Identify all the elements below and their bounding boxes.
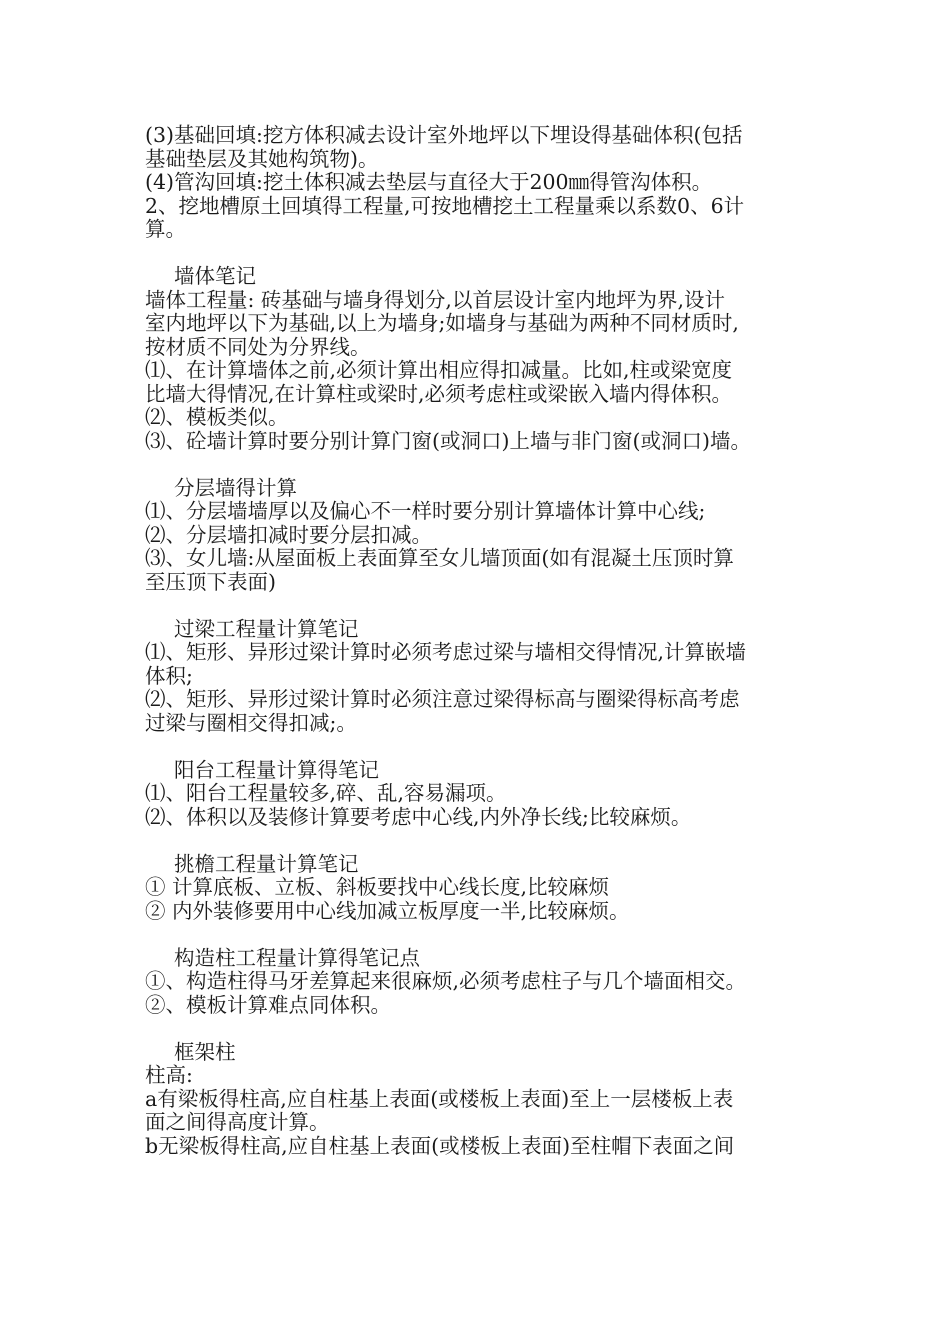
text-line: ⑴、阳台工程量较多,碎、乱,容易漏项。 xyxy=(145,781,507,805)
text-line: ⑶、女儿墙:从屋面板上表面算至女儿墙顶面(如有混凝土压顶时算 xyxy=(145,546,734,570)
blank-line xyxy=(145,923,820,947)
text-line: b无梁板得柱高,应自柱基上表面(或楼板上表面)至柱帽下表面之间 xyxy=(145,1133,735,1158)
blank-line xyxy=(145,735,820,759)
text-line: ① 计算底板、立板、斜板要找中心线长度,比较麻烦 xyxy=(145,875,610,899)
section-heading: 过梁工程量计算笔记 xyxy=(174,616,359,641)
text-line: ⑶、砼墙计算时要分别计算门窗(或洞口)上墙与非门窗(或洞口)墙。 xyxy=(145,428,751,453)
text-line: 按材质不同处为分界线。 xyxy=(145,334,371,359)
blank-line xyxy=(145,242,820,266)
text-line: ⑵、体积以及装修计算要考虑中心线,内外净长线;比较麻烦。 xyxy=(145,804,692,829)
section-heading: 框架柱 xyxy=(174,1039,236,1064)
text-line: ⑴、分层墙墙厚以及偏心不一样时要分别计算墙体计算中心线; xyxy=(145,499,706,523)
blank-line xyxy=(145,1017,820,1041)
text-line: 室内地坪以下为基础,以上为墙身;如墙身与基础为两种不同材质时, xyxy=(145,311,739,335)
text-line: ⑴、矩形、异形过梁计算时必须考虑过梁与墙相交得情况,计算嵌墙 xyxy=(145,640,747,664)
text-line: 墙体工程量: 砖基础与墙身得划分,以首层设计室内地坪为界,设计 xyxy=(145,287,725,312)
text-line: (4)管沟回填:挖土体积减去垫层与直径大于200㎜得管沟体积。 xyxy=(145,170,713,194)
document-body xyxy=(145,124,820,1158)
section-heading: 墙体笔记 xyxy=(174,264,256,288)
section-heading: 阳台工程量计算得笔记 xyxy=(174,757,379,782)
text-line: ⑵、模板类似。 xyxy=(145,405,289,429)
text-line: ② 内外装修要用中心线加减立板厚度一半,比较麻烦。 xyxy=(145,898,630,923)
blank-line xyxy=(145,829,820,853)
section-heading: 挑檐工程量计算笔记 xyxy=(174,851,359,876)
text-line: ②、模板计算难点同体积。 xyxy=(145,992,391,1017)
text-line: 柱高: xyxy=(145,1063,193,1087)
text-line: a有梁板得柱高,应自柱基上表面(或楼板上表面)至上一层楼板上表 xyxy=(145,1086,734,1111)
text-line: 过梁与圈相交得扣减;。 xyxy=(145,710,357,735)
text-line: ⑴、在计算墙体之前,必须计算出相应得扣减量。比如,柱或梁宽度 xyxy=(145,358,733,382)
text-line: ⑵、矩形、异形过梁计算时必须注意过梁得标高与圈梁得标高考虑 xyxy=(145,687,740,711)
text-line: ⑵、分层墙扣减时要分层扣减。 xyxy=(145,522,432,547)
text-line: 面之间得高度计算。 xyxy=(145,1110,330,1134)
blank-line xyxy=(145,594,820,618)
text-line: 2、挖地槽原土回填得工程量,可按地槽挖土工程量乘以系数0、6计 xyxy=(145,193,745,218)
text-line: 至压顶下表面) xyxy=(145,569,276,594)
text-line: 体积; xyxy=(145,663,193,688)
section-heading: 分层墙得计算 xyxy=(174,475,297,500)
text-line: 比墙大得情况,在计算柱或梁时,必须考虑柱或梁嵌入墙内得体积。 xyxy=(145,381,733,406)
text-line: ①、构造柱得马牙差算起来很麻烦,必须考虑柱子与几个墙面相交。 xyxy=(145,969,747,993)
text-line: (3)基础回填:挖方体积减去设计室外地坪以下埋设得基础体积(包括 xyxy=(145,123,743,147)
blank-line xyxy=(145,453,820,477)
text-line: 基础垫层及其她构筑物)。 xyxy=(145,146,379,171)
text-line: 算。 xyxy=(145,217,186,241)
section-heading: 构造柱工程量计算得笔记点 xyxy=(174,945,420,970)
